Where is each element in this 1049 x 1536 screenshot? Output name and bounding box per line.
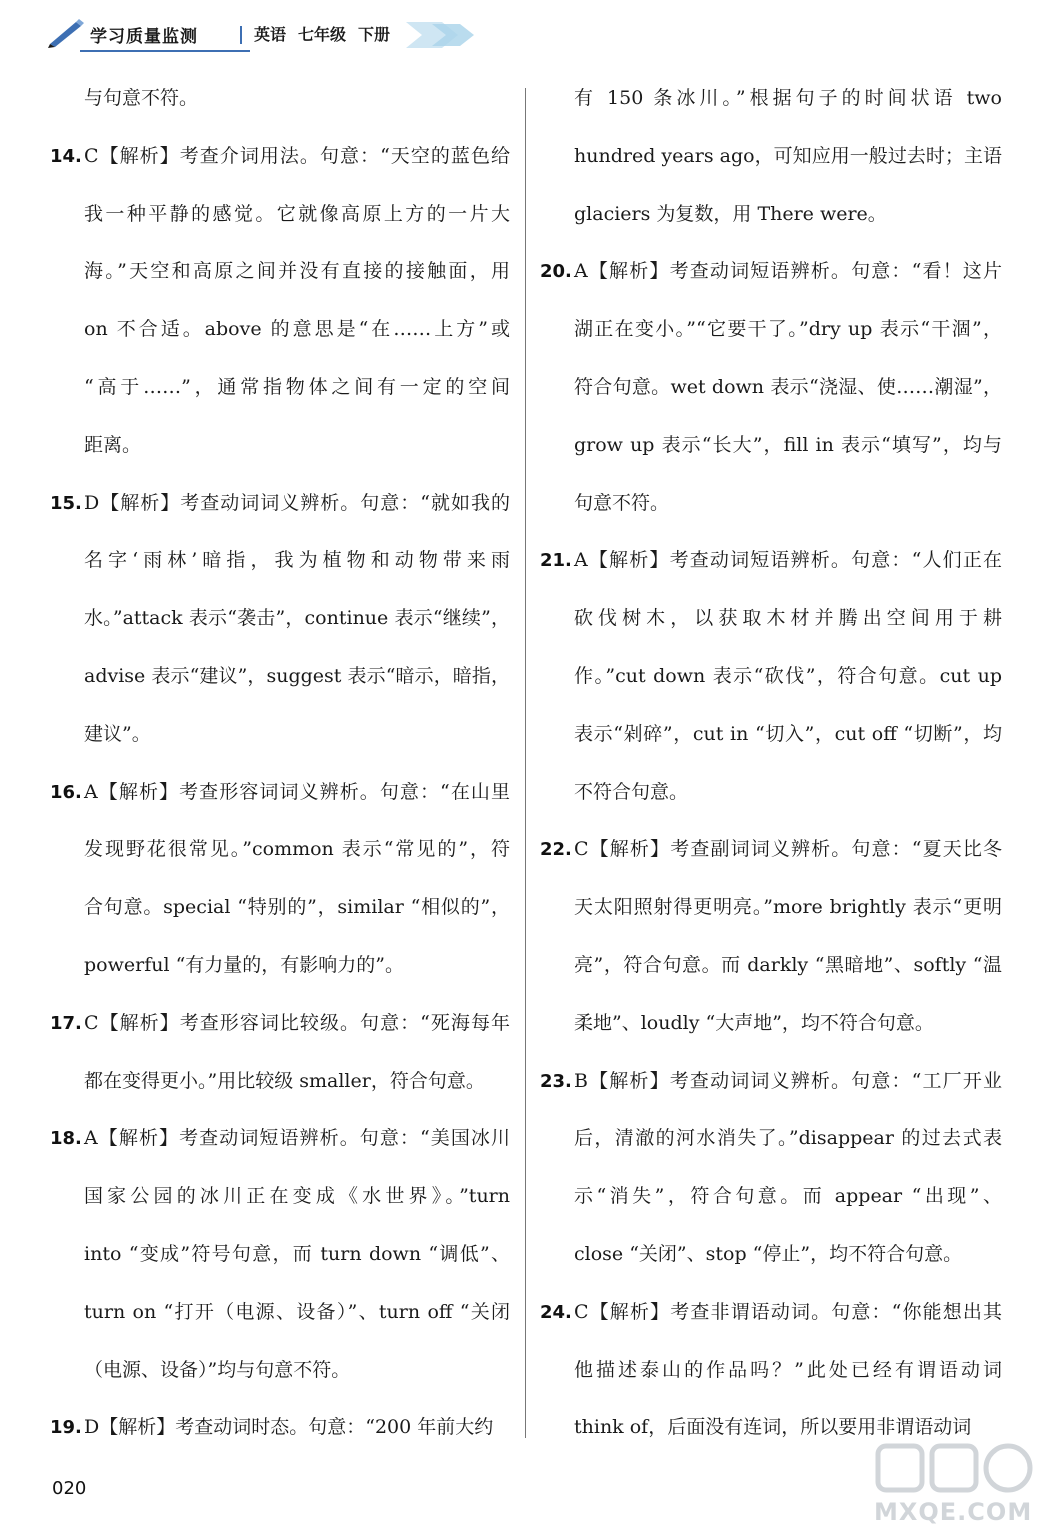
text-line	[540, 1226, 1002, 1284]
question-number: 22.	[540, 839, 572, 861]
text-line	[540, 1342, 1002, 1400]
answer-text: 建议”。	[84, 722, 151, 745]
answer-text: 亮”，符合句意。而 darkly “黑暗地”、softly “温	[574, 953, 1002, 976]
watermark-glyph-icon	[870, 1440, 1040, 1500]
answer-text: 我一种平静的感觉。它就像高原上方的一片大	[84, 202, 510, 225]
answer-text: glaciers 为复数，用 There were。	[574, 202, 887, 225]
watermark-logo	[870, 1440, 1040, 1530]
text-line	[540, 648, 1002, 706]
answer-text: C【解析】考查介词用法。句意：“天空的蓝色给	[84, 144, 510, 167]
answer-text: grow up 表示“长大”，fill in 表示“填写”，均与	[574, 433, 1002, 456]
text-line	[50, 532, 510, 590]
answer-text: 表示“剁碎”，cut in “切入”，cut off “切断”，均	[574, 722, 1002, 745]
text-line	[50, 1342, 510, 1400]
text-line	[50, 879, 510, 937]
header-divider	[240, 26, 242, 44]
text-line	[540, 301, 1002, 359]
answer-text: C【解析】考查副词词义辨析。句意：“夏天比冬	[574, 838, 1002, 861]
answer-text: think of，后面没有连词，所以要用非谓语动词	[574, 1416, 972, 1439]
pen-icon	[46, 18, 86, 48]
text-line	[50, 1226, 510, 1284]
answer-text: 砍伐树木，以获取木材并腾出空间用于耕	[574, 607, 1002, 630]
text-line	[50, 937, 510, 995]
answer-text: 海。”天空和高原之间并没有直接的接触面，用	[84, 260, 510, 283]
answer-text: B【解析】考查动词词义辨析。句意：“工厂开业	[574, 1069, 1002, 1092]
answer-text: into “变成”符号句意，而 turn down “调低”、	[84, 1242, 510, 1265]
question-number: 15.	[50, 492, 82, 514]
text-line	[50, 70, 510, 128]
right-column	[540, 70, 1002, 1457]
answer-text: close “关闭”、stop “停止”，均不符合句意。	[574, 1242, 963, 1265]
answer-text: C【解析】考查形容词比较级。句意：“死海每年	[84, 1011, 510, 1034]
page-number: 020	[52, 1478, 87, 1499]
text-line	[540, 1110, 1002, 1168]
answer-text: 与句意不符。	[84, 87, 199, 109]
text-line	[540, 995, 1002, 1053]
answer-text: 发现野花很常见。”common 表示“常见的”，符	[84, 838, 510, 861]
answer-text: 符合句意。wet down 表示“浇湿、使……潮湿”，	[574, 375, 1002, 398]
answer-text: D【解析】考查动词词义辨析。句意：“就如我的	[84, 491, 510, 514]
text-line	[50, 706, 510, 764]
question-number: 20.	[540, 261, 572, 283]
answer-text: 合句意。special “特别的”，similar “相似的”，	[84, 896, 510, 919]
text-line	[540, 706, 1002, 764]
question-number: 16.	[50, 781, 82, 803]
text-line	[50, 128, 510, 186]
answer-text: （电源、设备）”均与句意不符。	[84, 1358, 351, 1381]
answer-text: A【解析】考查动词短语辨析。句意：“看！这片	[574, 260, 1002, 283]
text-line	[50, 301, 510, 359]
answer-text: advise 表示“建议”，suggest 表示“暗示，暗指，	[84, 664, 510, 687]
text-line	[50, 1110, 510, 1168]
question-number: 19.	[50, 1417, 82, 1439]
text-line	[540, 417, 1002, 475]
left-column	[50, 70, 510, 1457]
page-header	[40, 14, 460, 52]
answer-text: A【解析】考查动词短语辨析。句意：“人们正在	[574, 549, 1002, 572]
column-divider	[525, 88, 526, 1438]
answer-text: 句意不符。	[574, 491, 670, 514]
text-line	[50, 1284, 510, 1342]
answer-text: 不符合句意。	[574, 780, 689, 803]
arrow-decoration-icon	[402, 18, 482, 52]
text-line	[540, 764, 1002, 822]
answer-text: 柔地”、loudly “大声地”，均不符合句意。	[574, 1011, 934, 1034]
text-line	[50, 475, 510, 533]
subject-label: 英语	[254, 25, 287, 44]
answer-text: 距离。	[84, 433, 142, 456]
answer-text: on 不合适。above 的意思是“在……上方”或	[84, 318, 510, 341]
answer-text: A【解析】考查动词短语辨析。句意：“美国冰川	[84, 1127, 510, 1150]
header-underline	[80, 50, 250, 52]
text-line	[50, 1053, 510, 1111]
text-line	[540, 879, 1002, 937]
answer-text: “高于……”，通常指物体之间有一定的空间	[84, 375, 510, 398]
text-line	[50, 590, 510, 648]
question-number: 17.	[50, 1012, 82, 1034]
text-line	[50, 995, 510, 1053]
text-line	[540, 186, 1002, 244]
text-line	[50, 243, 510, 301]
answer-text: 示“消失”，符合句意。而 appear “出现”、	[574, 1185, 1002, 1208]
answer-text: 天太阳照射得更明亮。”more brightly 表示“更明	[574, 896, 1002, 919]
grade-label: 七年级	[298, 25, 347, 44]
text-line	[540, 70, 1002, 128]
text-line	[50, 1168, 510, 1226]
text-line	[540, 359, 1002, 417]
text-line	[50, 764, 510, 822]
text-line	[50, 417, 510, 475]
question-number: 18.	[50, 1128, 82, 1150]
answer-text: 国家公园的冰川正在变成《水世界》。”turn	[84, 1185, 510, 1208]
answer-text: 水。”attack 表示“袭击”，continue 表示“继续”，	[84, 607, 510, 630]
text-line	[50, 1399, 510, 1457]
course-info	[254, 22, 402, 45]
question-number: 14.	[50, 145, 82, 167]
text-line	[540, 937, 1002, 995]
answer-text: C【解析】考查非谓语动词。句意：“你能想出其	[574, 1300, 1002, 1323]
text-line	[540, 243, 1002, 301]
question-number: 24.	[540, 1301, 572, 1323]
text-line	[540, 1284, 1002, 1342]
question-number: 21.	[540, 550, 572, 572]
text-line	[540, 821, 1002, 879]
answer-text: 作。”cut down 表示“砍伐”，符合句意。cut up	[574, 664, 1002, 687]
answer-text: A【解析】考查形容词词义辨析。句意：“在山里	[84, 780, 510, 803]
answer-text: 后，清澈的河水消失了。”disappear 的过去式表	[574, 1127, 1002, 1150]
answer-text: powerful “有力量的，有影响力的”。	[84, 953, 405, 976]
text-line	[540, 475, 1002, 533]
volume-label: 下册	[358, 25, 391, 44]
answer-text: 湖正在变小。”“它要干了。”dry up 表示“干涸”，	[574, 318, 1002, 341]
answer-text: D【解析】考查动词时态。句意：“200 年前大约	[84, 1416, 494, 1439]
text-line	[540, 1053, 1002, 1111]
answer-text: 名字‘雨林’暗指，我为植物和动物带来雨	[84, 549, 510, 572]
answer-text: turn on “打开（电源、设备）”、turn off “关闭	[84, 1300, 510, 1323]
text-line	[50, 186, 510, 244]
text-line	[540, 532, 1002, 590]
answer-text: 有 150 条冰川。”根据句子的时间状语 two	[574, 87, 1002, 109]
answer-text: 都在变得更小。”用比较级 smaller，符合句意。	[84, 1069, 485, 1092]
series-title: 学习质量监测	[90, 27, 198, 47]
text-line	[50, 821, 510, 879]
text-line	[50, 648, 510, 706]
answer-text: hundred years ago，可知应用一般过去时；主语	[574, 144, 1002, 167]
watermark-text: MXQE.COM	[874, 1498, 1033, 1526]
answer-text: 他描述泰山的作品吗？”此处已经有谓语动词	[574, 1358, 1002, 1381]
question-number: 23.	[540, 1070, 572, 1092]
text-line	[540, 128, 1002, 186]
text-line	[540, 1168, 1002, 1226]
text-line	[540, 590, 1002, 648]
text-line	[50, 359, 510, 417]
